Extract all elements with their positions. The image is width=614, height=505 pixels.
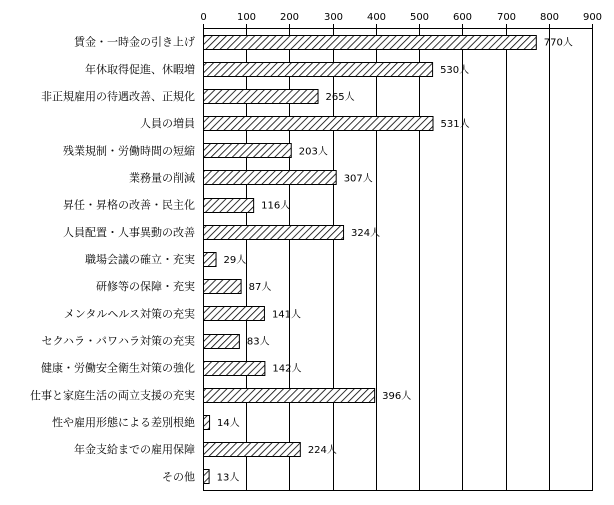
tick-label: 600	[452, 12, 473, 23]
tick-label: 300	[323, 12, 344, 23]
bar	[204, 443, 301, 457]
category-label: 年休取得促進、休暇増	[85, 62, 195, 76]
category-label: 性や雇用形態による差別根絶	[52, 416, 195, 430]
category-label: 残業規制・労働時間の短縮	[63, 144, 195, 158]
data-label: 265人	[325, 91, 355, 103]
tick-label: 400	[366, 12, 387, 23]
category-label: メンタルヘルス対策の充実	[63, 307, 195, 321]
data-label: 307人	[343, 173, 373, 185]
category-label: 人員配置・人事異動の改善	[63, 225, 195, 239]
bar	[204, 117, 434, 131]
category-label: 非正規雇用の待遇改善、正規化	[41, 89, 195, 103]
data-label: 530人	[440, 64, 470, 76]
tick-label: 500	[409, 12, 430, 23]
bar	[204, 226, 344, 240]
bar	[204, 63, 433, 77]
category-label: セクハラ・パワハラ対策の充実	[41, 334, 195, 348]
bars	[204, 36, 537, 484]
data-label: 224人	[307, 445, 337, 457]
bar	[204, 362, 265, 376]
tick-label: 800	[539, 12, 560, 23]
category-labels	[30, 35, 195, 484]
bar	[204, 335, 240, 349]
data-label: 770人	[543, 37, 573, 49]
bar	[204, 470, 210, 484]
bar	[204, 253, 217, 267]
tick-label: 200	[279, 12, 300, 23]
data-label: 203人	[298, 146, 328, 158]
data-label: 14人	[217, 418, 240, 430]
bar	[204, 144, 292, 158]
tick-label: 900	[582, 12, 603, 23]
tick-label: 100	[236, 12, 257, 23]
bar	[204, 171, 337, 185]
data-label: 13人	[216, 472, 240, 484]
tick-label: 700	[496, 12, 517, 23]
data-label: 116人	[261, 200, 291, 212]
bar	[204, 389, 375, 403]
data-label: 324人	[351, 227, 381, 239]
category-label: その他	[162, 470, 195, 484]
data-label: 83人	[246, 336, 270, 348]
bar	[204, 199, 254, 213]
category-label: 職場会議の確立・充実	[85, 253, 195, 266]
x-axis-ticks	[200, 12, 602, 28]
data-label: 396人	[382, 390, 412, 402]
bar	[204, 307, 265, 321]
category-label: 昇任・昇格の改善・民主化	[63, 198, 195, 212]
bar	[204, 36, 537, 50]
bar	[204, 280, 242, 294]
tick-label: 0	[200, 12, 207, 23]
bar	[204, 90, 319, 104]
data-label: 87人	[248, 282, 272, 294]
category-label: 健康・労働安全衛生対策の強化	[41, 361, 195, 375]
data-label: 29人	[223, 255, 247, 266]
category-label: 人員の増員	[140, 117, 195, 131]
data-label: 531人	[440, 119, 470, 131]
data-label: 142人	[272, 363, 302, 375]
data-label: 141人	[271, 309, 302, 321]
category-label: 業務量の削減	[129, 171, 195, 185]
category-label: 研修等の保障・充実	[96, 280, 195, 294]
category-label: 賃金・一時金の引き上げ	[74, 35, 195, 49]
category-label: 仕事と家庭生活の両立支援の充実	[30, 388, 195, 402]
bar	[204, 416, 210, 430]
category-label: 年金支給までの雇用保障	[74, 443, 195, 457]
